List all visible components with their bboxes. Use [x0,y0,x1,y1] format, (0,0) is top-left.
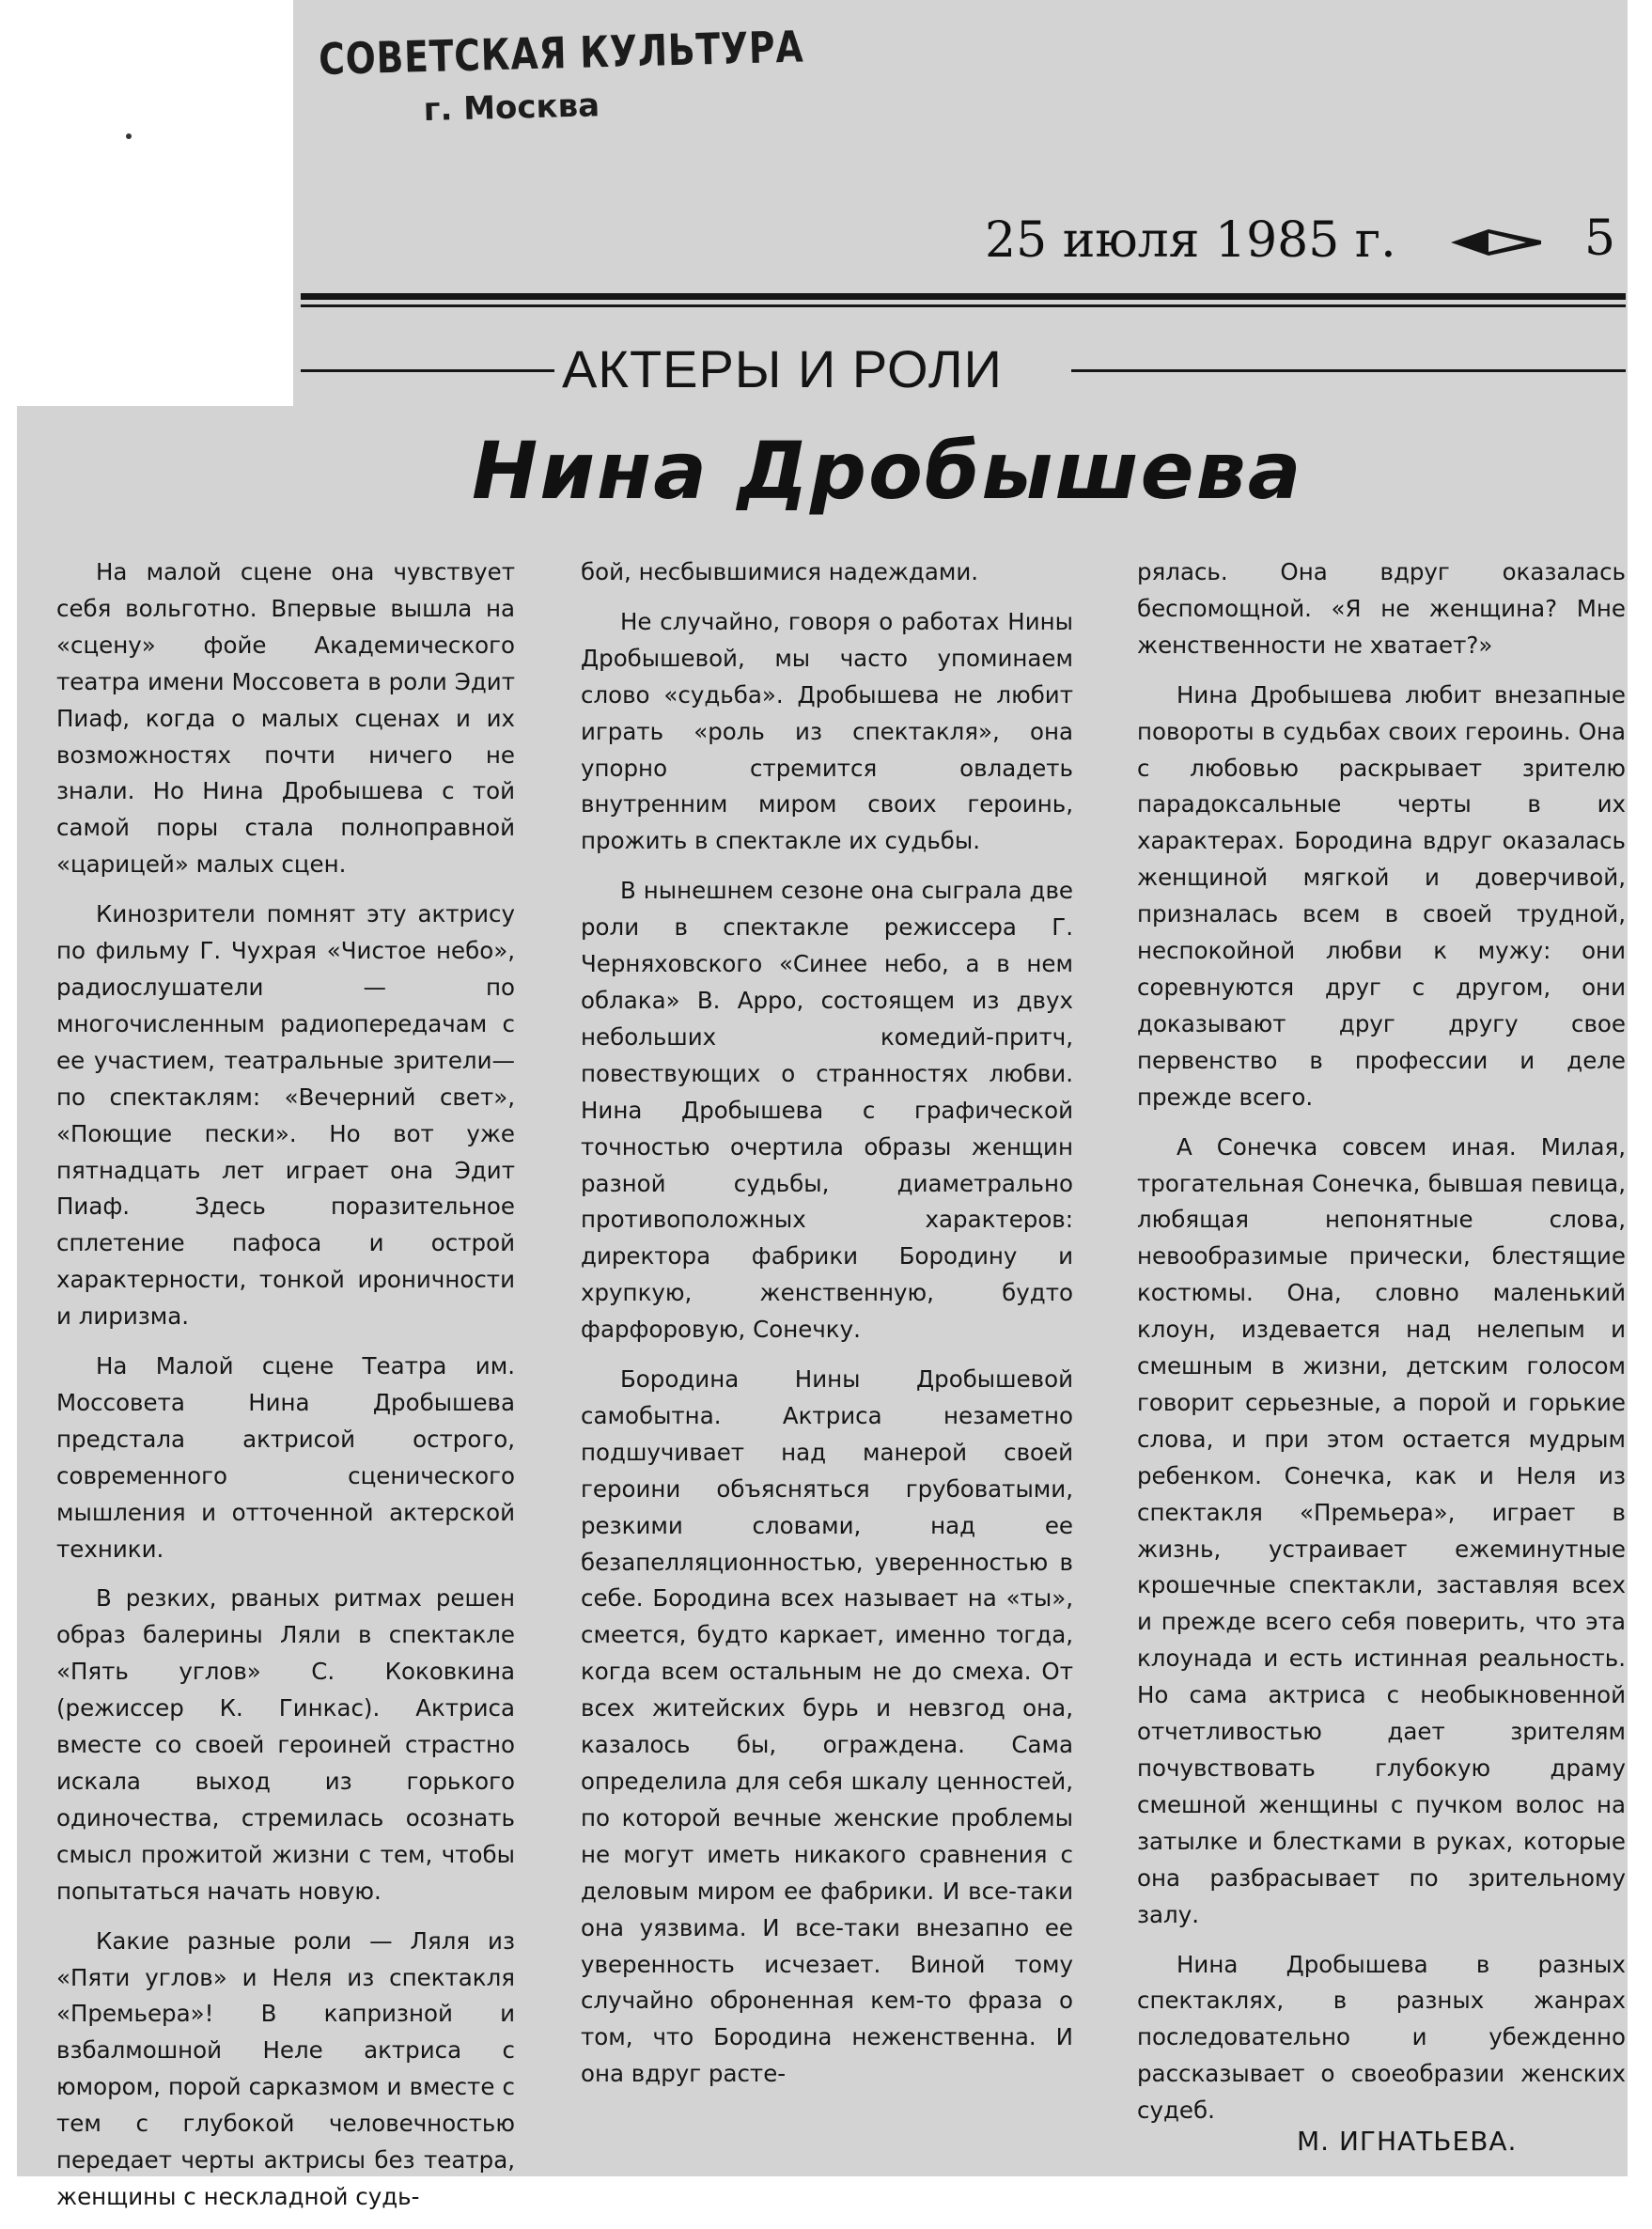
paragraph: А Сонечка совсем иная. Милая, трогательная Сонечка, бывшая певица, любящая непонятные слова, невообразимые прически, блестящие костюмы. Она, словно маленький клоун, издевается над нелепым и смешным в жизни, детским голосом говорит серьезные, а порой и горькие слова, и при этом остается мудрым ребенком. Сонечка, как и Неля из спектакля «Премьера», играет в жизнь, устраивает ежеминутные крошечные спектакли, заставляя всех и прежде всего себя поверить, что эта клоунада и есть истинная реальность. Но сама актриса с необыкновенной отчетливостью дает зрителям почувствовать глубокую драму смешной женщины с пучком волос на затылке и блестками в руках, которые она разбрасывает по зрительному залу. [1137,1132,1626,1928]
article-column-2 [581,554,1073,2106]
paragraph: рялась. Она вдруг оказалась беспомощной. «Я не женщина? Мне женственности не хватает?» [1137,558,1626,659]
page-number: 5 [1584,210,1616,267]
rubric-line-right [1071,369,1626,372]
paragraph: На малой сцене она чувствует себя вольготно. Впервые вышла на «сцену» фойе Академического театра имени Моссовета в роли Эдит Пиаф, когда о малых сценах и их возможностях почти ничего не знали. Но Нина Дробышева с той самой поры стала полноправной «царицей» малых сцен. [56,558,515,879]
paper-speck [126,133,132,139]
paragraph: Бородина Нины Дробышевой самобытна. Актриса незаметно подшучивает над манерой своей героини объясняться грубоватыми, резкими словами, над ее безапелляционностью, уверенностью в себе. Бородина всех называет на «ты», смеется, будто каркает, именно тогда, когда всем остальным не до смеха. От всех житейских бурь и невзгод она, казалось бы, ограждена. Сама определила для себя шкалу ценностей, по которой вечные женские проблемы не могут иметь никакого сравнения с деловым миром ее фабрики. И все-таки она уязвима. И все-таки внезапно ее уверенность исчезает. Виной тому случайно оброненная кем-то фраза о том, что Бородина неженственна. И она вдруг расте- [581,1365,1073,2088]
article-column-3 [1137,554,1626,2143]
paragraph: Не случайно, говоря о работах Нины Дробышевой, мы часто упоминаем слово «судьба». Дробышева не любит играть «роль из спектакля», она упорно стремится овладеть внутренним миром своих героинь, прожить в спектакле их судьбы. [581,607,1073,855]
diamond-ornament-icon [1451,220,1541,265]
paragraph: Нина Дробышева любит внезапные повороты в судьбах своих героинь. Она с любовью раскрывает зрителю парадоксальные черты в их характерах. Бородина вдруг оказалась женщиной мягкой и доверчивой, призналась всем в своей трудной, неспокойной любви к мужу: они соревнуются друг с другом, они доказывают друг другу свое первенство в профессии и деле прежде всего. [1137,680,1626,1111]
issue-date: 25 июля 1985 г. [985,212,1396,269]
paragraph: В резких, рваных ритмах решен образ балерины Ляли в спектакле «Пять углов» С. Коковкина (режиссер К. Гинкас). Актриса вместе со своей героиней страстно искала выход из горького одиночества, стремилась осознать смысл прожитой жизни с тем, чтобы попытаться начать новую. [56,1584,515,1905]
paragraph: Кинозрители помнят эту актрису по фильму Г. Чухрая «Чистое небо», радиослушатели — по многочисленным радиопередачам с ее участием, театральные зрители—по спектаклям: «Вечерний свет», «Поющие пески». Но вот уже пятнадцать лет играет она Эдит Пиаф. Здесь поразительное сплетение пафоса и острой характерности, тонкой ироничности и лиризма. [56,900,515,1331]
article-headline: Нина Дробышева [472,425,1303,517]
stamp-city: г. Москва [423,86,600,130]
paragraph: Какие разные роли — Ляля из «Пяти углов» и Неля из спектакля «Премьера»! В капризной и взбалмошной Неле актриса с юмором, порой сарказмом и вместе с тем с глубокой человечностью передает черты актрисы без театра, женщины с нескладной судь- [56,1926,515,2210]
paragraph: На Малой сцене Театра им. Моссовета Нина Дробышева предстала актрисой острого, современного сценического мышления и отточенной актерской техники. [56,1352,515,1563]
paragraph: Нина Дробышева в разных спектаклях, в разных жанрах последовательно и убежденно рассказывает о своеобразии женских судеб. [1137,1950,1626,2125]
article-column-1 [56,554,515,2229]
stamp-newspaper-name: СОВЕТСКАЯ КУЛЬТУРА [318,21,805,86]
paragraph: В нынешнем сезоне она сыграла две роли в спектакле режиссера Г. Черняховского «Синее небо, а в нем облака» В. Арро, состоящем из двух небольших комедий-притч, повествующих о странностях любви. Нина Дробышева с графической точностью очертила образы женщин разной судьбы, диаметрально противоположных характеров: директора фабрики Бородину и хрупкую, женственную, будто фарфоровую, Сонечку. [581,877,1073,1344]
rubric-title: АКТЕРЫ И РОЛИ [562,339,1003,398]
newspaper-stamp [318,21,805,147]
header-double-rule [301,293,1626,310]
author-signature: М. ИГНАТЬЕВА. [1297,2126,1518,2157]
paragraph: бой, несбывшимися надеждами. [581,558,979,585]
rubric-line-left [301,369,554,372]
